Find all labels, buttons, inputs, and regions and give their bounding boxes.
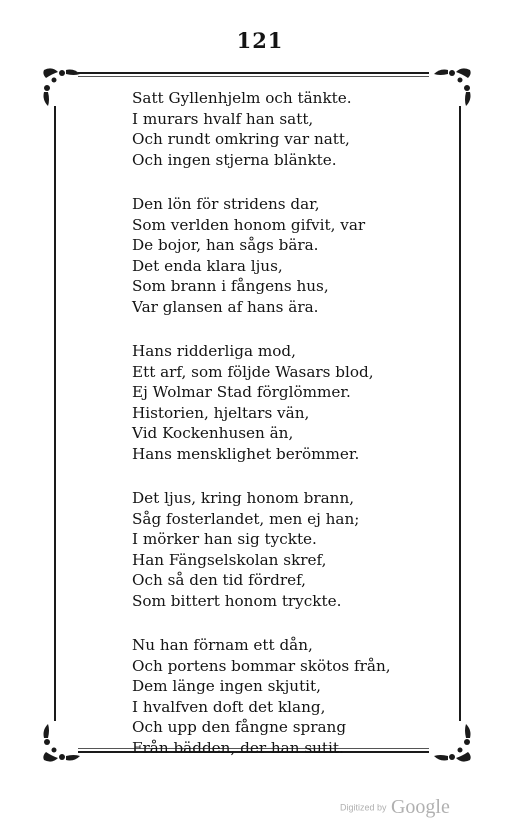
verse-line: Det enda klara ljus,: [132, 256, 283, 275]
verse-line: Satt Gyllenhjelm och tänkte.: [132, 89, 352, 107]
verse-line: De bojor, han sågs bära.: [132, 236, 319, 254]
stanza: [132, 341, 432, 464]
verse-line: Var glansen af hans ära.: [132, 297, 319, 316]
frame-left-rule: [54, 106, 56, 721]
verse-line: Ett arf, som följde Wasars blod,: [132, 362, 374, 381]
verse-line: Såg fosterlandet, men ej han;: [132, 509, 360, 528]
verse-line: Vid Kockenhusen än,: [132, 424, 294, 442]
frame-top-inner-rule: [78, 76, 429, 77]
verse-line: Och portens bommar skötos från,: [132, 656, 391, 675]
verse-line: Nu han förnam ett dån,: [132, 636, 313, 654]
frame-top-rule: [78, 72, 429, 74]
verse-line: Den lön för stridens dar,: [132, 195, 320, 213]
google-logo: Google: [390, 796, 450, 818]
verse-line: I hvalfven doft det klang,: [132, 697, 326, 716]
verse-line: I murars hvalf han satt,: [132, 109, 314, 128]
corner-ornament-icon: [38, 64, 84, 110]
stanza: [132, 88, 432, 170]
verse-line: Dem länge ingen skjutit,: [132, 677, 321, 695]
corner-ornament-icon: [430, 720, 476, 766]
verse-line: Och ingen stjerna blänkte.: [132, 150, 337, 169]
verse-line: Och upp den fångne sprang: [132, 718, 347, 736]
verse-line: Och så den tid fördref,: [132, 571, 306, 589]
page-number: 121: [236, 28, 284, 53]
verse-line: Han Fängselskolan skref,: [132, 550, 327, 569]
verse-line: Historien, hjeltars vän,: [132, 403, 310, 422]
verse-line: Som brann i fångens hus,: [132, 277, 329, 295]
verse-line: Som bittert honom tryckte.: [132, 591, 342, 610]
corner-ornament-icon: [430, 64, 476, 110]
verse-line: Ej Wolmar Stad förglömmer.: [132, 383, 351, 401]
digitized-watermark: [340, 796, 500, 819]
watermark-prefix: Digitized by: [340, 802, 387, 813]
stanza: [132, 488, 432, 611]
verse-line: Som verlden honom gifvit, var: [132, 215, 366, 234]
verse-line: Hans ridderliga mod,: [132, 342, 296, 360]
verse-line: Och rundt omkring var natt,: [132, 130, 350, 148]
stanza: [132, 194, 432, 317]
verse-line: Från bädden, der han sutit.: [132, 738, 344, 757]
corner-ornament-icon: [38, 720, 84, 766]
frame-right-rule: [459, 106, 461, 721]
verse-line: Hans mensklighet berömmer.: [132, 444, 360, 463]
poem-body: [132, 88, 432, 782]
verse-line: Det ljus, kring honom brann,: [132, 489, 355, 507]
stanza: [132, 635, 432, 758]
verse-line: I mörker han sig tyckte.: [132, 530, 317, 548]
